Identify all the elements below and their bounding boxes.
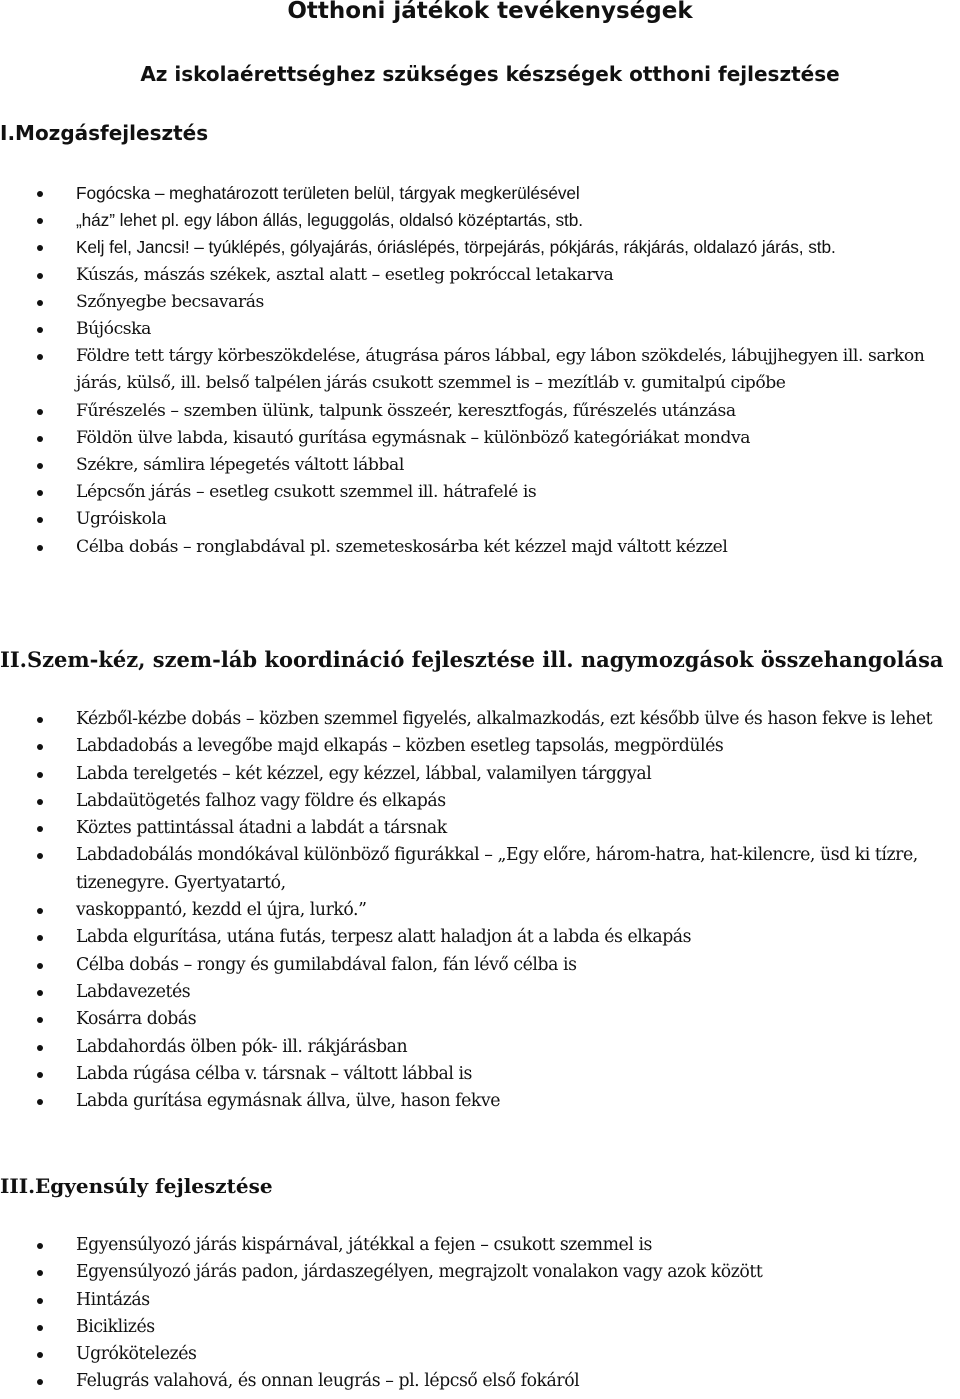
list-item: Ugrókötelezés: [0, 1341, 960, 1368]
list-item: Egyensúlyozó járás padon, járdaszegélyen, megrajzolt vonalakon vagy azok között: [0, 1259, 960, 1286]
list-item: Földön ülve labda, kisautó gurítása egymásnak – különböző kategóriákat mondva: [0, 425, 960, 452]
list-item: Labdadobás a levegőbe majd elkapás – közben esetleg tapsolás, megpördülés: [0, 733, 960, 760]
list-item: Székre, sámlira lépegetés váltott lábbal: [0, 452, 960, 479]
list-item: vaskoppantó, kezdd el újra, lurkó.”: [0, 897, 960, 924]
list-item: Földre tett tárgy körbeszökdelése, átugrása páros lábbal, egy lábon szökdelés, lábujjhegyen ill. sarkon járás, külső, ill. belső talpélen járás csukott szemmel is – mezítláb v. gumitalpú cipőbe: [0, 343, 960, 397]
list-item: Labda terelgetés – két kézzel, egy kézzel, lábbal, valamilyen tárggyal: [0, 761, 960, 788]
list-item: Biciklizés: [0, 1314, 960, 1341]
list-item: Labda elgurítása, utána futás, terpesz alatt haladjon át a labda és elkapás: [0, 924, 960, 951]
section-heading-koordinacio: II.Szem-kéz, szem-láb koordináció fejlesztése ill. nagymozgások összehangolása: [0, 647, 944, 672]
list-item: „ház” lehet pl. egy lábon állás, leguggolás, oldalsó középtartás, stb.: [0, 207, 960, 234]
list-item: Köztes pattintással átadni a labdát a társnak: [0, 815, 960, 842]
list-item: Labdadobálás mondókával különböző figurákkal – „Egy előre, három-hatra, hat-kilencre, üsd ki tízre, tizenegyre. Gyertyatartó,: [0, 842, 960, 897]
list-item: Célba dobás – rongy és gumilabdával falon, fán lévő célba is: [0, 952, 960, 979]
bullet-list-mozgasfejlesztes: [0, 180, 960, 561]
list-item: Kúszás, mászás székek, asztal alatt – esetleg pokróccal letakarva: [0, 262, 960, 289]
list-item: Labdaütögetés falhoz vagy földre és elkapás: [0, 788, 960, 815]
list-item: Kézből-kézbe dobás – közben szemmel figyelés, alkalmazkodás, ezt később ülve és hason fekve is lehet: [0, 706, 960, 733]
list-item: Felugrás valahová, és onnan leugrás – pl. lépcső első fokáról: [0, 1368, 960, 1395]
list-item: Szőnyegbe becsavarás: [0, 289, 960, 316]
list-item: Fűrészelés – szemben ülünk, talpunk összeér, keresztfogás, fűrészelés utánzása: [0, 398, 960, 425]
document-title: Otthoni játékok tevékenységek: [287, 0, 693, 24]
list-item: Célba dobás – ronglabdával pl. szemeteskosárba két kézzel majd váltott kézzel: [0, 534, 960, 561]
bullet-list-egyensuly: [0, 1232, 960, 1396]
list-item: Labda gurítása egymásnak állva, ülve, hason fekve: [0, 1088, 960, 1115]
bullet-list-koordinacio: [0, 706, 960, 1115]
list-item: Labdahordás ölben pók- ill. rákjárásban: [0, 1034, 960, 1061]
list-item: Fogócska – meghatározott területen belül, tárgyak megkerülésével: [0, 180, 960, 207]
list-item: Lépcsőn járás – esetleg csukott szemmel ill. hátrafelé is: [0, 479, 960, 506]
list-item: Hintázás: [0, 1287, 960, 1314]
list-item: Labdavezetés: [0, 979, 960, 1006]
list-item: Kosárra dobás: [0, 1006, 960, 1033]
list-item: Labda rúgása célba v. társnak – váltott lábbal is: [0, 1061, 960, 1088]
list-item: Egyensúlyozó járás kispárnával, játékkal a fejen – csukott szemmel is: [0, 1232, 960, 1259]
list-item: Kelj fel, Jancsi! – tyúklépés, gólyajárás, óriáslépés, törpejárás, pókjárás, rákjárás, oldalazó járás, stb.: [0, 234, 960, 261]
document-subtitle: Az iskolaérettséghez szükséges készségek otthoni fejlesztése: [140, 62, 840, 86]
section-heading-egyensuly: III.Egyensúly fejlesztése: [0, 1174, 273, 1198]
section-heading-mozgasfejlesztes: I.Mozgásfejlesztés: [0, 121, 209, 145]
list-item: Bújócska: [0, 316, 960, 343]
list-item: Ugróiskola: [0, 506, 960, 533]
